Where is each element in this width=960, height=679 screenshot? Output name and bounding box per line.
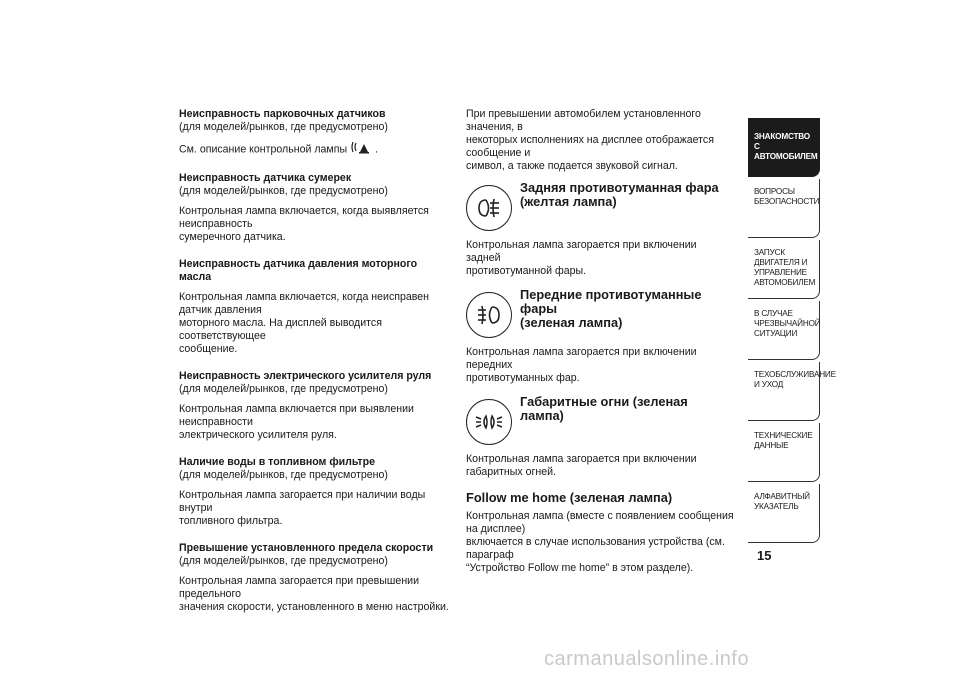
front-fog-title-2: (зеленая лампа) [520, 315, 623, 330]
tab-starting-driving[interactable] [748, 240, 820, 299]
chapter-tabs [748, 118, 836, 545]
tab-label: И УХОД [754, 380, 784, 389]
tab-index[interactable] [748, 484, 820, 543]
tab-label: ЗАПУСК ДВИГАТЕЛЯ И [754, 248, 808, 267]
intro-paragraph [466, 108, 734, 173]
text-parking-sensors [179, 141, 451, 158]
text-oil-pressure-1: Контрольная лампа включается, когда неисправен датчик давления [179, 291, 430, 316]
front-fog-text-2: противотуманных фар. [466, 372, 580, 384]
follow-me-text-2: включается в случае использования устройства (см. параграф [466, 536, 725, 561]
rear-fog-text-2: противотуманной фары. [466, 265, 587, 277]
tab-label: ЧРЕЗВЫЧАЙНОЙ [754, 319, 821, 328]
tab-label: СИТУАЦИИ [754, 329, 798, 338]
tab-maintenance[interactable] [748, 362, 836, 421]
rear-fog-text-1: Контрольная лампа загорается при включении задней [466, 239, 697, 264]
text-water-in-fuel-1: Контрольная лампа загорается при наличии воды внутри [179, 489, 426, 514]
heading-dusk-sensor: Неисправность датчика сумерек [179, 172, 352, 184]
follow-me-text-3: “Устройство Follow me home” в этом разделе). [466, 562, 694, 574]
tab-label: АВТОМОБИЛЕМ [754, 152, 818, 161]
text-water-in-fuel-2: топливного фильтра. [179, 515, 283, 527]
text-parking-sensors-b: . [374, 143, 378, 156]
tab-label: АЛФАВИТНЫЙ [754, 492, 810, 501]
note-parking-sensors: (для моделей/рынков, где предусмотрено) [179, 121, 388, 133]
side-lights-title-1: Габаритные огни (зеленая лампа) [520, 394, 688, 423]
text-parking-sensors-a: См. описание контрольной лампы [179, 143, 348, 156]
tab-label: ТЕХНИЧЕСКИЕ [754, 431, 813, 440]
tab-label: ВОПРОСЫ [754, 187, 795, 196]
text-oil-pressure-2: моторного масла. На дисплей выводится соответствующее [179, 317, 382, 342]
tab-safety[interactable] [748, 179, 820, 238]
parking-sensor-icon [350, 141, 372, 158]
tab-label: ТЕХОБСЛУЖИВАНИЕ [754, 370, 836, 379]
side-lights-text-1: Контрольная лампа загорается при включении габаритных огней. [466, 453, 697, 478]
rear-fog-lamp-icon [466, 185, 512, 231]
text-speed-limit-1: Контрольная лампа загорается при превышении предельного [179, 575, 419, 600]
tab-label: В СЛУЧАЕ [754, 309, 793, 318]
text-dusk-sensor-1: Контрольная лампа включается, когда выявляется неисправность [179, 205, 429, 230]
section-water-in-fuel [179, 456, 451, 528]
section-dusk-sensor [179, 172, 451, 244]
follow-me-text-1: Контрольная лампа (вместе с появлением сообщения на дисплее) [466, 510, 734, 535]
heading-oil-pressure: Неисправность датчика давления моторного масла [179, 258, 418, 283]
left-column [179, 108, 451, 628]
note-power-steering: (для моделей/рынков, где предусмотрено) [179, 383, 388, 395]
side-lights-header [466, 395, 734, 445]
heading-parking-sensors: Неисправность парковочных датчиков [179, 108, 386, 120]
section-parking-sensors [179, 108, 451, 158]
tab-label: АВТОМОБИЛЕМ [754, 278, 816, 287]
tab-label: ЗНАКОМСТВО С [754, 132, 810, 151]
tab-label: УПРАВЛЕНИЕ [754, 268, 807, 277]
intro-line-3: символ, а также подается звуковой сигнал. [466, 160, 678, 172]
note-water-in-fuel: (для моделей/рынков, где предусмотрено) [179, 469, 388, 481]
tab-label: ДАННЫЕ [754, 441, 789, 450]
page-number: 15 [757, 548, 772, 563]
front-fog-title-1: Передние противотуманные фары [520, 287, 702, 316]
right-column [466, 108, 734, 575]
note-dusk-sensor: (для моделей/рынков, где предусмотрено) [179, 185, 388, 197]
heading-power-steering: Неисправность электрического усилителя руля [179, 370, 432, 382]
intro-line-2: некоторых исполнениях на дисплее отображается сообщение и [466, 134, 714, 159]
rear-fog-title-1: Задняя противотуманная фара [520, 180, 719, 195]
section-speed-limit [179, 542, 451, 614]
text-dusk-sensor-2: сумеречного датчика. [179, 231, 286, 243]
note-speed-limit: (для моделей/рынков, где предусмотрено) [179, 555, 388, 567]
tab-getting-to-know[interactable] [748, 118, 820, 177]
section-oil-pressure [179, 258, 451, 356]
text-power-steering-2: электрического усилителя руля. [179, 429, 337, 441]
text-speed-limit-2: значения скорости, установленного в меню настройки. [179, 601, 449, 613]
watermark: carmanualsonline.info [544, 648, 750, 670]
front-fog-text-1: Контрольная лампа загорается при включении передних [466, 346, 697, 371]
tab-emergency[interactable] [748, 301, 820, 360]
front-fog-lamp-icon [466, 292, 512, 338]
side-lights-icon [466, 399, 512, 445]
section-power-steering [179, 370, 451, 442]
tab-technical-data[interactable] [748, 423, 820, 482]
side-lights-title [520, 395, 730, 423]
text-oil-pressure-3: сообщение. [179, 343, 238, 355]
front-fog-title [520, 288, 730, 330]
heading-speed-limit: Превышение установленного предела скорости [179, 542, 434, 554]
rear-fog-title-2: (желтая лампа) [520, 194, 617, 209]
front-fog-header [466, 288, 734, 338]
heading-water-in-fuel: Наличие воды в топливном фильтре [179, 456, 375, 468]
intro-line-1: При превышении автомобилем установленного значения, в [466, 108, 701, 133]
tab-label: БЕЗОПАСНОСТИ [754, 197, 820, 206]
tab-label: УКАЗАТЕЛЬ [754, 502, 799, 511]
text-power-steering-1: Контрольная лампа включается при выявлении неисправности [179, 403, 414, 428]
follow-me-heading: Follow me home (зеленая лампа) [466, 490, 673, 505]
rear-fog-header [466, 181, 734, 231]
rear-fog-title [520, 181, 730, 209]
